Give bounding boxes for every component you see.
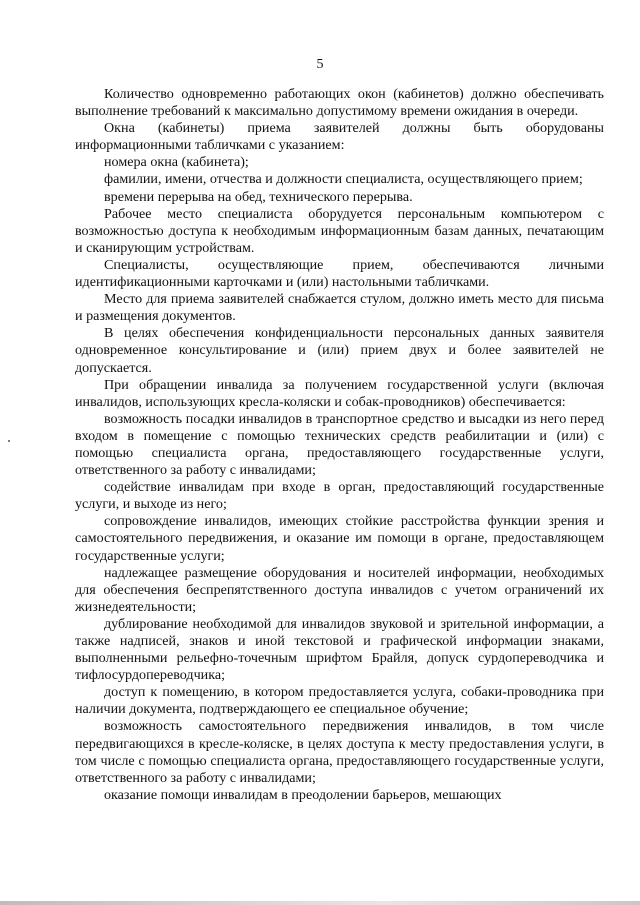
scan-bottom-edge bbox=[0, 901, 640, 905]
list-item: сопровождение инвалидов, имеющих стойкие расстройства функции зрения и самостоятельного передвижения, и оказание им помощи в органе, предоставляющем государственные услуги; bbox=[75, 513, 604, 564]
list-item: дублирование необходимой для инвалидов звуковой и зрительной информации, а также надписей, знаков и иной текстовой и графической информации знаками, выполненными рельефно-точечным шрифтом Брайля, допуск сурдопереводчика и тифлосурдопереводчика; bbox=[75, 615, 604, 684]
list-item: времени перерыва на обед, технического перерыва. bbox=[104, 188, 413, 205]
list-item: доступ к помещению, в котором предоставляется услуга, собаки-проводника при наличии документа, подтверждающего ее специальное обучение; bbox=[75, 684, 604, 718]
list-item: возможность посадки инвалидов в транспортное средство и высадки из него перед входом в помещение с помощью технических средств реабилитации и (или) с помощью специалиста органа, предоставляющего государственные услуги, ответственного за работу с инвалидами; bbox=[75, 410, 604, 479]
page-number: 5 bbox=[316, 57, 324, 72]
list-item: оказание помощи инвалидам в преодолении барьеров, мешающих bbox=[104, 786, 502, 803]
paragraph: Место для приема заявителей снабжается стулом, должно иметь место для письма и размещения документов. bbox=[75, 291, 604, 325]
list-item: возможность самостоятельного передвижения инвалидов, в том числе передвигающихся в кресле-коляске, в целях доступа к месту предоставления услуги, в том числе с помощью специалиста органа, предоставляющего государственные услуги, ответственного за работу с инвалидами; bbox=[75, 718, 604, 786]
paragraph: Количество одновременно работающих окон (кабинетов) должно обеспечивать выполнение требований к максимально допустимому времени ожидания в очереди. bbox=[75, 86, 604, 120]
paragraph: Специалисты, осуществляющие прием, обеспечиваются личными идентификационными карточками и (или) настольными табличками. bbox=[75, 256, 604, 291]
list-item: надлежащее размещение оборудования и носителей информации, необходимых для обеспечения беспрепятственного доступа инвалидов с учетом ограничений их жизнедеятельности; bbox=[75, 564, 604, 615]
paragraph: Окна (кабинеты) приема заявителей должны быть оборудованы информационными табличками с указанием: bbox=[75, 120, 604, 154]
list-item: номера окна (кабинета); bbox=[104, 154, 249, 171]
paragraph: В целях обеспечения конфиденциальности персональных данных заявителя одновременное консультирование и (или) прием двух и более заявителей не допускается. bbox=[75, 325, 604, 376]
list-item: фамилии, имени, отчества и должности специалиста, осуществляющего прием; bbox=[104, 171, 583, 188]
scan-artifact bbox=[8, 440, 10, 442]
paragraph: Рабочее место специалиста оборудуется персональным компьютером с возможностью доступа к необходимым информационным базам данных, печатающим и сканирующим устройствам. bbox=[75, 205, 604, 256]
list-item: содействие инвалидам при входе в орган, предоставляющий государственные услуги, и выходе из него; bbox=[75, 479, 604, 513]
document-body bbox=[75, 86, 604, 804]
paragraph: При обращении инвалида за получением государственной услуги (включая инвалидов, использующих кресла-коляски и собак-проводников) обеспечивается: bbox=[75, 376, 604, 410]
